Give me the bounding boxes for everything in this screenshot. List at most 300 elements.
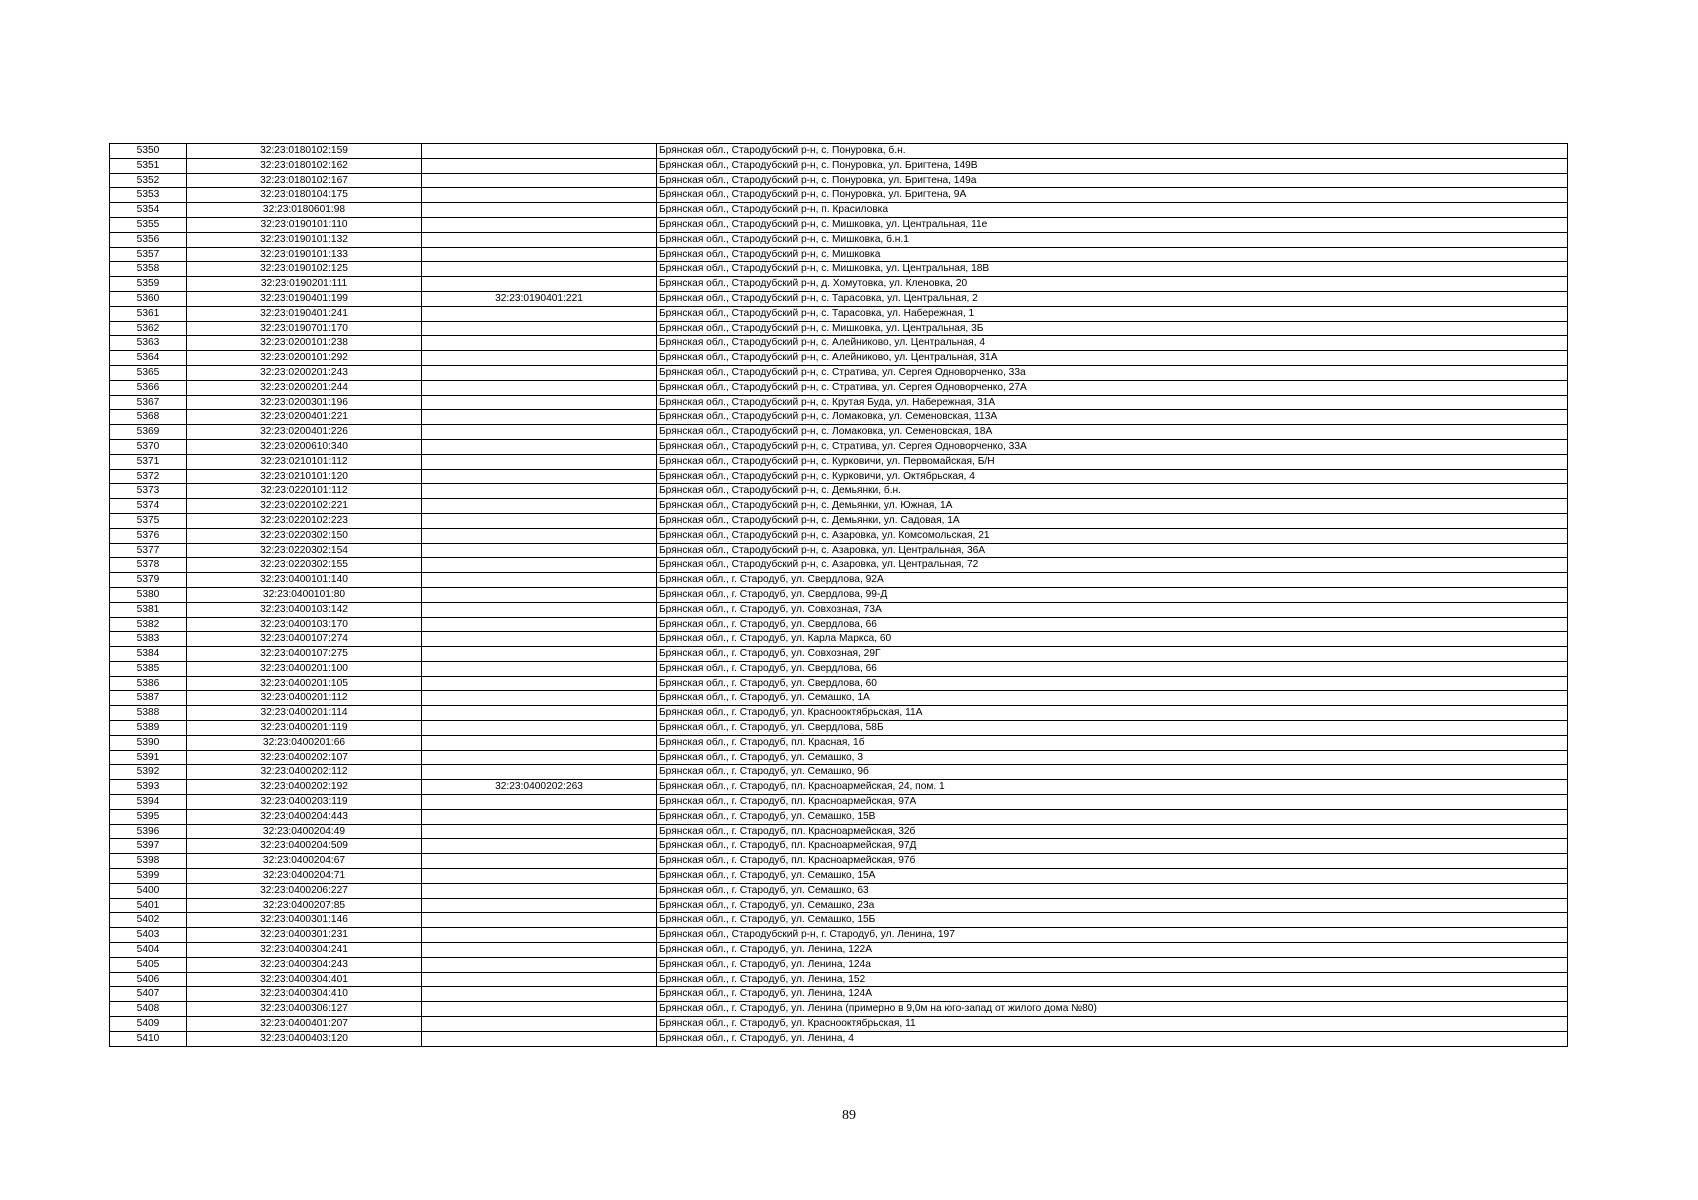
row-number-cell: 5354 bbox=[110, 203, 187, 218]
row-number-cell: 5406 bbox=[110, 972, 187, 987]
related-cadastral-number-cell bbox=[422, 454, 657, 469]
related-cadastral-number-cell bbox=[422, 380, 657, 395]
table-row bbox=[110, 395, 1568, 410]
related-cadastral-number-cell bbox=[422, 676, 657, 691]
cadastral-number-cell: 32:23:0400403:120 bbox=[187, 1031, 422, 1046]
address-cell: Брянская обл., Стародубский р-н, с. Мишковка, ул. Центральная, 3Б bbox=[657, 321, 1568, 336]
address-cell: Брянская обл., г. Стародуб, ул. Ленина (примерно в 9,0м на юго-запад от жилого дома №80) bbox=[657, 1002, 1568, 1017]
table-row bbox=[110, 425, 1568, 440]
row-number-cell: 5410 bbox=[110, 1031, 187, 1046]
related-cadastral-number-cell bbox=[422, 365, 657, 380]
related-cadastral-number-cell bbox=[422, 735, 657, 750]
related-cadastral-number-cell bbox=[422, 543, 657, 558]
table-row bbox=[110, 1031, 1568, 1046]
table-row bbox=[110, 336, 1568, 351]
row-number-cell: 5352 bbox=[110, 173, 187, 188]
table-row bbox=[110, 410, 1568, 425]
address-cell: Брянская обл., г. Стародуб, ул. Краснооктябрьская, 11 bbox=[657, 1017, 1568, 1032]
row-number-cell: 5399 bbox=[110, 869, 187, 884]
address-cell: Брянская обл., г. Стародуб, ул. Свердлова, 66 bbox=[657, 661, 1568, 676]
related-cadastral-number-cell bbox=[422, 602, 657, 617]
related-cadastral-number-cell bbox=[422, 957, 657, 972]
row-number-cell: 5374 bbox=[110, 499, 187, 514]
related-cadastral-number-cell bbox=[422, 943, 657, 958]
table-row bbox=[110, 188, 1568, 203]
row-number-cell: 5359 bbox=[110, 277, 187, 292]
cadastral-number-cell: 32:23:0400107:274 bbox=[187, 632, 422, 647]
address-cell: Брянская обл., г. Стародуб, ул. Свердлова, 99-Д bbox=[657, 587, 1568, 602]
row-number-cell: 5385 bbox=[110, 661, 187, 676]
table-row bbox=[110, 499, 1568, 514]
row-number-cell: 5409 bbox=[110, 1017, 187, 1032]
cadastral-number-cell: 32:23:0400201:119 bbox=[187, 721, 422, 736]
table-row bbox=[110, 809, 1568, 824]
table-row bbox=[110, 247, 1568, 262]
row-number-cell: 5375 bbox=[110, 513, 187, 528]
related-cadastral-number-cell bbox=[422, 854, 657, 869]
related-cadastral-number-cell bbox=[422, 750, 657, 765]
row-number-cell: 5383 bbox=[110, 632, 187, 647]
related-cadastral-number-cell bbox=[422, 173, 657, 188]
address-cell: Брянская обл., г. Стародуб, ул. Свердлова, 58Б bbox=[657, 721, 1568, 736]
row-number-cell: 5395 bbox=[110, 809, 187, 824]
cadastral-number-cell: 32:23:0400201:105 bbox=[187, 676, 422, 691]
address-cell: Брянская обл., г. Стародуб, ул. Карла Маркса, 60 bbox=[657, 632, 1568, 647]
related-cadastral-number-cell bbox=[422, 1002, 657, 1017]
related-cadastral-number-cell bbox=[422, 262, 657, 277]
address-cell: Брянская обл., Стародубский р-н, с. Ломаковка, ул. Семеновская, 18А bbox=[657, 425, 1568, 440]
table-row bbox=[110, 573, 1568, 588]
address-cell: Брянская обл., г. Стародуб, ул. Ленина, 4 bbox=[657, 1031, 1568, 1046]
cadastral-number-cell: 32:23:0190401:241 bbox=[187, 306, 422, 321]
row-number-cell: 5393 bbox=[110, 780, 187, 795]
row-number-cell: 5369 bbox=[110, 425, 187, 440]
address-cell: Брянская обл., г. Стародуб, ул. Свердлова, 92А bbox=[657, 573, 1568, 588]
row-number-cell: 5365 bbox=[110, 365, 187, 380]
row-number-cell: 5372 bbox=[110, 469, 187, 484]
related-cadastral-number-cell bbox=[422, 203, 657, 218]
table-row bbox=[110, 750, 1568, 765]
table-row bbox=[110, 883, 1568, 898]
table-row bbox=[110, 987, 1568, 1002]
table-row bbox=[110, 676, 1568, 691]
table-row bbox=[110, 839, 1568, 854]
row-number-cell: 5361 bbox=[110, 306, 187, 321]
address-cell: Брянская обл., г. Стародуб, ул. Семашко, 3 bbox=[657, 750, 1568, 765]
row-number-cell: 5366 bbox=[110, 380, 187, 395]
address-cell: Брянская обл., г. Стародуб, пл. Красноармейская, 24, пом. 1 bbox=[657, 780, 1568, 795]
page-number: 89 bbox=[842, 1108, 856, 1123]
address-cell: Брянская обл., г. Стародуб, ул. Ленина, 124А bbox=[657, 987, 1568, 1002]
row-number-cell: 5363 bbox=[110, 336, 187, 351]
cadastral-number-cell: 32:23:0220302:150 bbox=[187, 528, 422, 543]
address-cell: Брянская обл., Стародубский р-н, с. Стратива, ул. Сергея Одноворченко, 33а bbox=[657, 365, 1568, 380]
table-row bbox=[110, 691, 1568, 706]
cadastral-number-cell: 32:23:0180102:167 bbox=[187, 173, 422, 188]
address-cell: Брянская обл., г. Стародуб, ул. Семашко, 15А bbox=[657, 869, 1568, 884]
cadastral-number-cell: 32:23:0220101:112 bbox=[187, 484, 422, 499]
address-cell: Брянская обл., Стародубский р-н, с. Демьянки, ул. Южная, 1А bbox=[657, 499, 1568, 514]
address-cell: Брянская обл., г. Стародуб, ул. Совхозная, 29Г bbox=[657, 647, 1568, 662]
cadastral-number-cell: 32:23:0400304:410 bbox=[187, 987, 422, 1002]
table-row bbox=[110, 380, 1568, 395]
address-cell: Брянская обл., Стародубский р-н, с. Курковичи, ул. Октябрьская, 4 bbox=[657, 469, 1568, 484]
related-cadastral-number-cell bbox=[422, 647, 657, 662]
address-cell: Брянская обл., Стародубский р-н, с. Понуровка, ул. Бригтена, 149а bbox=[657, 173, 1568, 188]
cadastral-number-cell: 32:23:0400201:114 bbox=[187, 706, 422, 721]
cadastral-number-cell: 32:23:0400202:107 bbox=[187, 750, 422, 765]
cadastral-number-cell: 32:23:0400202:192 bbox=[187, 780, 422, 795]
row-number-cell: 5356 bbox=[110, 232, 187, 247]
row-number-cell: 5381 bbox=[110, 602, 187, 617]
table-row bbox=[110, 587, 1568, 602]
address-cell: Брянская обл., Стародубский р-н, с. Ломаковка, ул. Семеновская, 113А bbox=[657, 410, 1568, 425]
cadastral-number-cell: 32:23:0200201:244 bbox=[187, 380, 422, 395]
related-cadastral-number-cell bbox=[422, 839, 657, 854]
row-number-cell: 5401 bbox=[110, 898, 187, 913]
address-cell: Брянская обл., г. Стародуб, ул. Ленина, 152 bbox=[657, 972, 1568, 987]
address-cell: Брянская обл., г. Стародуб, пл. Красноармейская, 97Д bbox=[657, 839, 1568, 854]
related-cadastral-number-cell bbox=[422, 913, 657, 928]
row-number-cell: 5389 bbox=[110, 721, 187, 736]
related-cadastral-number-cell bbox=[422, 528, 657, 543]
cadastral-number-cell: 32:23:0400304:243 bbox=[187, 957, 422, 972]
table-row bbox=[110, 232, 1568, 247]
related-cadastral-number-cell bbox=[422, 1017, 657, 1032]
related-cadastral-number-cell bbox=[422, 898, 657, 913]
row-number-cell: 5373 bbox=[110, 484, 187, 499]
cadastral-number-cell: 32:23:0400203:119 bbox=[187, 795, 422, 810]
related-cadastral-number-cell: 32:23:0400202:263 bbox=[422, 780, 657, 795]
related-cadastral-number-cell bbox=[422, 351, 657, 366]
cadastral-number-cell: 32:23:0180102:162 bbox=[187, 158, 422, 173]
related-cadastral-number-cell bbox=[422, 144, 657, 159]
row-number-cell: 5390 bbox=[110, 735, 187, 750]
row-number-cell: 5368 bbox=[110, 410, 187, 425]
cadastral-number-cell: 32:23:0190102:125 bbox=[187, 262, 422, 277]
table-row bbox=[110, 203, 1568, 218]
cadastral-number-cell: 32:23:0200401:226 bbox=[187, 425, 422, 440]
address-cell: Брянская обл., Стародубский р-н, с. Демьянки, б.н. bbox=[657, 484, 1568, 499]
address-cell: Брянская обл., Стародубский р-н, с. Понуровка, ул. Бригтена, 9А bbox=[657, 188, 1568, 203]
row-number-cell: 5391 bbox=[110, 750, 187, 765]
cadastral-number-cell: 32:23:0200610:340 bbox=[187, 439, 422, 454]
table-row bbox=[110, 439, 1568, 454]
table-row bbox=[110, 602, 1568, 617]
address-cell: Брянская обл., г. Стародуб, пл. Красноармейская, 97А bbox=[657, 795, 1568, 810]
address-cell: Брянская обл., г. Стародуб, ул. Ленина, 122А bbox=[657, 943, 1568, 958]
table-row bbox=[110, 647, 1568, 662]
table-row bbox=[110, 661, 1568, 676]
row-number-cell: 5394 bbox=[110, 795, 187, 810]
table-row bbox=[110, 898, 1568, 913]
related-cadastral-number-cell bbox=[422, 972, 657, 987]
cadastral-number-cell: 32:23:0400301:146 bbox=[187, 913, 422, 928]
address-cell: Брянская обл., Стародубский р-н, с. Понуровка, ул. Бригтена, 149В bbox=[657, 158, 1568, 173]
related-cadastral-number-cell bbox=[422, 869, 657, 884]
address-cell: Брянская обл., Стародубский р-н, с. Крутая Буда, ул. Набережная, 31А bbox=[657, 395, 1568, 410]
cadastral-number-cell: 32:23:0400206:227 bbox=[187, 883, 422, 898]
cadastral-number-cell: 32:23:0400204:67 bbox=[187, 854, 422, 869]
table-row bbox=[110, 484, 1568, 499]
table-row bbox=[110, 262, 1568, 277]
cadastral-number-cell: 32:23:0200101:238 bbox=[187, 336, 422, 351]
row-number-cell: 5371 bbox=[110, 454, 187, 469]
row-number-cell: 5357 bbox=[110, 247, 187, 262]
address-cell: Брянская обл., Стародубский р-н, с. Азаровка, ул. Центральная, 36А bbox=[657, 543, 1568, 558]
address-cell: Брянская обл., г. Стародуб, ул. Семашко, 23а bbox=[657, 898, 1568, 913]
cadastral-number-cell: 32:23:0400201:66 bbox=[187, 735, 422, 750]
table-row bbox=[110, 928, 1568, 943]
table-row bbox=[110, 144, 1568, 159]
table-row bbox=[110, 795, 1568, 810]
row-number-cell: 5405 bbox=[110, 957, 187, 972]
table-row bbox=[110, 765, 1568, 780]
related-cadastral-number-cell bbox=[422, 765, 657, 780]
table-row bbox=[110, 972, 1568, 987]
table-row bbox=[110, 824, 1568, 839]
address-cell: Брянская обл., Стародубский р-н, с. Азаровка, ул. Комсомольская, 21 bbox=[657, 528, 1568, 543]
table-row bbox=[110, 854, 1568, 869]
row-number-cell: 5358 bbox=[110, 262, 187, 277]
cadastral-number-cell: 32:23:0210101:112 bbox=[187, 454, 422, 469]
related-cadastral-number-cell bbox=[422, 439, 657, 454]
row-number-cell: 5388 bbox=[110, 706, 187, 721]
registry-table-body bbox=[110, 144, 1568, 1047]
cadastral-number-cell: 32:23:0200201:243 bbox=[187, 365, 422, 380]
row-number-cell: 5362 bbox=[110, 321, 187, 336]
address-cell: Брянская обл., г. Стародуб, ул. Семашко, 9б bbox=[657, 765, 1568, 780]
address-cell: Брянская обл., Стародубский р-н, с. Стратива, ул. Сергея Одноворченко, 33А bbox=[657, 439, 1568, 454]
address-cell: Брянская обл., Стародубский р-н, с. Алейниково, ул. Центральная, 4 bbox=[657, 336, 1568, 351]
address-cell: Брянская обл., г. Стародуб, ул. Свердлова, 66 bbox=[657, 617, 1568, 632]
row-number-cell: 5379 bbox=[110, 573, 187, 588]
related-cadastral-number-cell bbox=[422, 809, 657, 824]
cadastral-number-cell: 32:23:0400204:71 bbox=[187, 869, 422, 884]
row-number-cell: 5378 bbox=[110, 558, 187, 573]
row-number-cell: 5377 bbox=[110, 543, 187, 558]
cadastral-number-cell: 32:23:0400101:80 bbox=[187, 587, 422, 602]
cadastral-number-cell: 32:23:0190701:170 bbox=[187, 321, 422, 336]
related-cadastral-number-cell bbox=[422, 499, 657, 514]
table-row bbox=[110, 706, 1568, 721]
related-cadastral-number-cell bbox=[422, 410, 657, 425]
table-row bbox=[110, 321, 1568, 336]
cadastral-number-cell: 32:23:0220102:221 bbox=[187, 499, 422, 514]
cadastral-number-cell: 32:23:0400101:140 bbox=[187, 573, 422, 588]
cadastral-number-cell: 32:23:0400304:401 bbox=[187, 972, 422, 987]
table-row bbox=[110, 913, 1568, 928]
address-cell: Брянская обл., г. Стародуб, пл. Красноармейская, 32б bbox=[657, 824, 1568, 839]
cadastral-number-cell: 32:23:0200101:292 bbox=[187, 351, 422, 366]
row-number-cell: 5396 bbox=[110, 824, 187, 839]
address-cell: Брянская обл., г. Стародуб, ул. Совхозная, 73А bbox=[657, 602, 1568, 617]
related-cadastral-number-cell bbox=[422, 691, 657, 706]
row-number-cell: 5404 bbox=[110, 943, 187, 958]
row-number-cell: 5384 bbox=[110, 647, 187, 662]
table-row bbox=[110, 277, 1568, 292]
table-row bbox=[110, 513, 1568, 528]
address-cell: Брянская обл., Стародубский р-н, с. Мишковка, б.н.1 bbox=[657, 232, 1568, 247]
address-cell: Брянская обл., Стародубский р-н, с. Курковичи, ул. Первомайская, Б/Н bbox=[657, 454, 1568, 469]
related-cadastral-number-cell bbox=[422, 706, 657, 721]
row-number-cell: 5402 bbox=[110, 913, 187, 928]
related-cadastral-number-cell bbox=[422, 795, 657, 810]
related-cadastral-number-cell bbox=[422, 247, 657, 262]
table-row bbox=[110, 291, 1568, 306]
cadastral-number-cell: 32:23:0400401:207 bbox=[187, 1017, 422, 1032]
row-number-cell: 5380 bbox=[110, 587, 187, 602]
table-row bbox=[110, 1017, 1568, 1032]
related-cadastral-number-cell bbox=[422, 158, 657, 173]
cadastral-number-cell: 32:23:0220302:154 bbox=[187, 543, 422, 558]
address-cell: Брянская обл., г. Стародуб, ул. Семашко, 15Б bbox=[657, 913, 1568, 928]
property-registry-table bbox=[109, 143, 1568, 1047]
address-cell: Брянская обл., Стародубский р-н, с. Демьянки, ул. Садовая, 1А bbox=[657, 513, 1568, 528]
cadastral-number-cell: 32:23:0400201:112 bbox=[187, 691, 422, 706]
address-cell: Брянская обл., г. Стародуб, ул. Краснооктябрьская, 11А bbox=[657, 706, 1568, 721]
cadastral-number-cell: 32:23:0180601:98 bbox=[187, 203, 422, 218]
cadastral-number-cell: 32:23:0180102:159 bbox=[187, 144, 422, 159]
related-cadastral-number-cell bbox=[422, 721, 657, 736]
related-cadastral-number-cell bbox=[422, 587, 657, 602]
cadastral-number-cell: 32:23:0190101:110 bbox=[187, 217, 422, 232]
table-row bbox=[110, 543, 1568, 558]
table-row bbox=[110, 943, 1568, 958]
related-cadastral-number-cell bbox=[422, 232, 657, 247]
cadastral-number-cell: 32:23:0400207:85 bbox=[187, 898, 422, 913]
table-row bbox=[110, 528, 1568, 543]
related-cadastral-number-cell bbox=[422, 928, 657, 943]
table-row bbox=[110, 558, 1568, 573]
address-cell: Брянская обл., г. Стародуб, ул. Свердлова, 60 bbox=[657, 676, 1568, 691]
cadastral-number-cell: 32:23:0400107:275 bbox=[187, 647, 422, 662]
related-cadastral-number-cell bbox=[422, 425, 657, 440]
cadastral-number-cell: 32:23:0180104:175 bbox=[187, 188, 422, 203]
table-row bbox=[110, 173, 1568, 188]
related-cadastral-number-cell bbox=[422, 883, 657, 898]
table-row bbox=[110, 869, 1568, 884]
address-cell: Брянская обл., Стародубский р-н, с. Алейниково, ул. Центральная, 31А bbox=[657, 351, 1568, 366]
table-row bbox=[110, 780, 1568, 795]
table-row bbox=[110, 158, 1568, 173]
row-number-cell: 5382 bbox=[110, 617, 187, 632]
related-cadastral-number-cell bbox=[422, 824, 657, 839]
row-number-cell: 5360 bbox=[110, 291, 187, 306]
cadastral-number-cell: 32:23:0220102:223 bbox=[187, 513, 422, 528]
cadastral-number-cell: 32:23:0190201:111 bbox=[187, 277, 422, 292]
table-row bbox=[110, 1002, 1568, 1017]
address-cell: Брянская обл., Стародубский р-н, г. Стародуб, ул. Ленина, 197 bbox=[657, 928, 1568, 943]
related-cadastral-number-cell bbox=[422, 513, 657, 528]
related-cadastral-number-cell bbox=[422, 277, 657, 292]
table-row bbox=[110, 469, 1568, 484]
related-cadastral-number-cell bbox=[422, 395, 657, 410]
cadastral-number-cell: 32:23:0400306:127 bbox=[187, 1002, 422, 1017]
table-row bbox=[110, 306, 1568, 321]
cadastral-number-cell: 32:23:0400103:170 bbox=[187, 617, 422, 632]
cadastral-number-cell: 32:23:0400301:231 bbox=[187, 928, 422, 943]
cadastral-number-cell: 32:23:0400204:49 bbox=[187, 824, 422, 839]
row-number-cell: 5408 bbox=[110, 1002, 187, 1017]
cadastral-number-cell: 32:23:0400201:100 bbox=[187, 661, 422, 676]
related-cadastral-number-cell bbox=[422, 558, 657, 573]
table-row bbox=[110, 721, 1568, 736]
cadastral-number-cell: 32:23:0190101:132 bbox=[187, 232, 422, 247]
address-cell: Брянская обл., г. Стародуб, ул. Ленина, 124а bbox=[657, 957, 1568, 972]
row-number-cell: 5364 bbox=[110, 351, 187, 366]
address-cell: Брянская обл., Стародубский р-н, с. Мишковка bbox=[657, 247, 1568, 262]
row-number-cell: 5386 bbox=[110, 676, 187, 691]
row-number-cell: 5367 bbox=[110, 395, 187, 410]
address-cell: Брянская обл., г. Стародуб, ул. Семашко, 1А bbox=[657, 691, 1568, 706]
address-cell: Брянская обл., Стародубский р-н, с. Азаровка, ул. Центральная, 72 bbox=[657, 558, 1568, 573]
cadastral-number-cell: 32:23:0400304:241 bbox=[187, 943, 422, 958]
row-number-cell: 5376 bbox=[110, 528, 187, 543]
cadastral-number-cell: 32:23:0200401:221 bbox=[187, 410, 422, 425]
row-number-cell: 5351 bbox=[110, 158, 187, 173]
table-row bbox=[110, 632, 1568, 647]
cadastral-number-cell: 32:23:0190401:199 bbox=[187, 291, 422, 306]
related-cadastral-number-cell bbox=[422, 321, 657, 336]
address-cell: Брянская обл., г. Стародуб, пл. Красная, 1б bbox=[657, 735, 1568, 750]
related-cadastral-number-cell bbox=[422, 217, 657, 232]
related-cadastral-number-cell bbox=[422, 987, 657, 1002]
related-cadastral-number-cell bbox=[422, 632, 657, 647]
row-number-cell: 5403 bbox=[110, 928, 187, 943]
cadastral-number-cell: 32:23:0400202:112 bbox=[187, 765, 422, 780]
row-number-cell: 5353 bbox=[110, 188, 187, 203]
address-cell: Брянская обл., г. Стародуб, ул. Семашко, 15В bbox=[657, 809, 1568, 824]
table-row bbox=[110, 957, 1568, 972]
address-cell: Брянская обл., Стародубский р-н, с. Тарасовка, ул. Центральная, 2 bbox=[657, 291, 1568, 306]
address-cell: Брянская обл., Стародубский р-н, с. Тарасовка, ул. Набережная, 1 bbox=[657, 306, 1568, 321]
address-cell: Брянская обл., Стародубский р-н, с. Понуровка, б.н. bbox=[657, 144, 1568, 159]
table-row bbox=[110, 217, 1568, 232]
table-row bbox=[110, 351, 1568, 366]
address-cell: Брянская обл., Стародубский р-н, с. Стратива, ул. Сергея Одноворченко, 27А bbox=[657, 380, 1568, 395]
cadastral-number-cell: 32:23:0400204:509 bbox=[187, 839, 422, 854]
row-number-cell: 5400 bbox=[110, 883, 187, 898]
table-row bbox=[110, 454, 1568, 469]
cadastral-number-cell: 32:23:0400103:142 bbox=[187, 602, 422, 617]
row-number-cell: 5387 bbox=[110, 691, 187, 706]
related-cadastral-number-cell bbox=[422, 336, 657, 351]
row-number-cell: 5350 bbox=[110, 144, 187, 159]
address-cell: Брянская обл., Стародубский р-н, д. Хомутовка, ул. Кленовка, 20 bbox=[657, 277, 1568, 292]
related-cadastral-number-cell bbox=[422, 469, 657, 484]
table-row bbox=[110, 365, 1568, 380]
address-cell: Брянская обл., Стародубский р-н, п. Красиловка bbox=[657, 203, 1568, 218]
related-cadastral-number-cell: 32:23:0190401:221 bbox=[422, 291, 657, 306]
address-cell: Брянская обл., Стародубский р-н, с. Мишковка, ул. Центральная, 11е bbox=[657, 217, 1568, 232]
row-number-cell: 5370 bbox=[110, 439, 187, 454]
related-cadastral-number-cell bbox=[422, 306, 657, 321]
related-cadastral-number-cell bbox=[422, 617, 657, 632]
cadastral-number-cell: 32:23:0400204:443 bbox=[187, 809, 422, 824]
cadastral-number-cell: 32:23:0220302:155 bbox=[187, 558, 422, 573]
row-number-cell: 5407 bbox=[110, 987, 187, 1002]
table-row bbox=[110, 735, 1568, 750]
cadastral-number-cell: 32:23:0190101:133 bbox=[187, 247, 422, 262]
cadastral-number-cell: 32:23:0210101:120 bbox=[187, 469, 422, 484]
row-number-cell: 5398 bbox=[110, 854, 187, 869]
row-number-cell: 5397 bbox=[110, 839, 187, 854]
cadastral-number-cell: 32:23:0200301:196 bbox=[187, 395, 422, 410]
related-cadastral-number-cell bbox=[422, 1031, 657, 1046]
row-number-cell: 5392 bbox=[110, 765, 187, 780]
address-cell: Брянская обл., г. Стародуб, ул. Семашко, 63 bbox=[657, 883, 1568, 898]
